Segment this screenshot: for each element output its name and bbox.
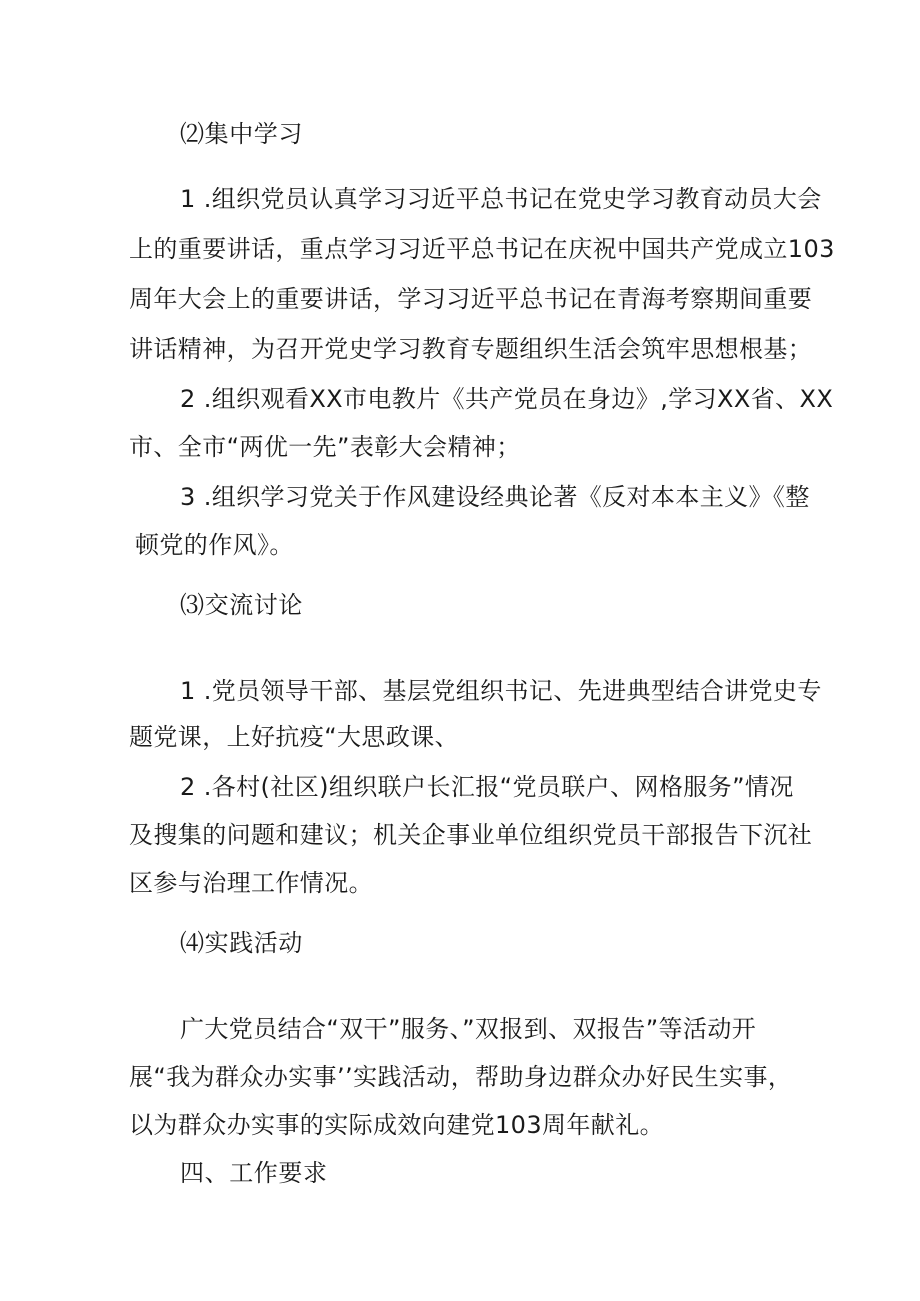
section-4-heading: ⑷实践活动 <box>180 929 303 957</box>
section-3-item-1-line-2: 题党课，上好抗疫“大思政课、 <box>129 723 460 751</box>
section-2-item-2-line-1: 2 .组织观看XX市电教片《共产党员在身边》,学习XX省、XX <box>180 385 834 413</box>
section-2-item-2-line-2: 市、全市“两优一先”表彰大会精神； <box>129 433 521 461</box>
section-2-item-1-line-3: 周年大会上的重要讲话，学习习近平总书记在青海考察期间重要 <box>129 285 813 313</box>
section-4-paragraph-line-3: 以为群众办实事的实际成效向建党103周年献礼。 <box>129 1111 665 1139</box>
section-2-item-1-line-1: 1 .组织党员认真学习习近平总书记在党史学习教育动员大会 <box>180 185 822 213</box>
section-2-item-3-line-1: 3 .组织学习党关于作风建设经典论著《反对本本主义》《整 <box>180 483 810 511</box>
section-3-item-2-line-2: 及搜集的问题和建议；机关企事业单位组织党员干部报告下沉社 <box>129 821 813 849</box>
section-2-item-1-line-2: 上的重要讲话，重点学习习近平总书记在庆祝中国共产党成立103 <box>129 235 835 263</box>
section-2-heading: ⑵集中学习 <box>180 120 303 148</box>
section-2-item-3-line-2: 顿党的作风》。 <box>135 531 294 559</box>
section-2-item-1-line-4: 讲话精神，为召开党史学习教育专题组织生活会筑牢思想根基； <box>129 335 813 363</box>
section-4-paragraph-line-2: 展“我为群众办实事’’实践活动，帮助身边群众办好民生实事， <box>129 1063 793 1091</box>
section-3-item-1-line-1: 1 .党员领导干部、基层党组织书记、先进典型结合讲党史专 <box>180 677 822 705</box>
section-four-heading: 四、工作要求 <box>180 1159 328 1187</box>
section-3-item-2-line-3: 区参与治理工作情况。 <box>129 869 373 897</box>
section-3-heading: ⑶交流讨论 <box>180 591 303 619</box>
section-4-paragraph-line-1: 广大党员结合“双干”服务、”双报到、双报告”等活动开 <box>180 1015 757 1043</box>
section-3-item-2-line-1: 2 .各村(社区)组织联户长汇报“党员联户、网格服务”情况 <box>180 773 794 801</box>
